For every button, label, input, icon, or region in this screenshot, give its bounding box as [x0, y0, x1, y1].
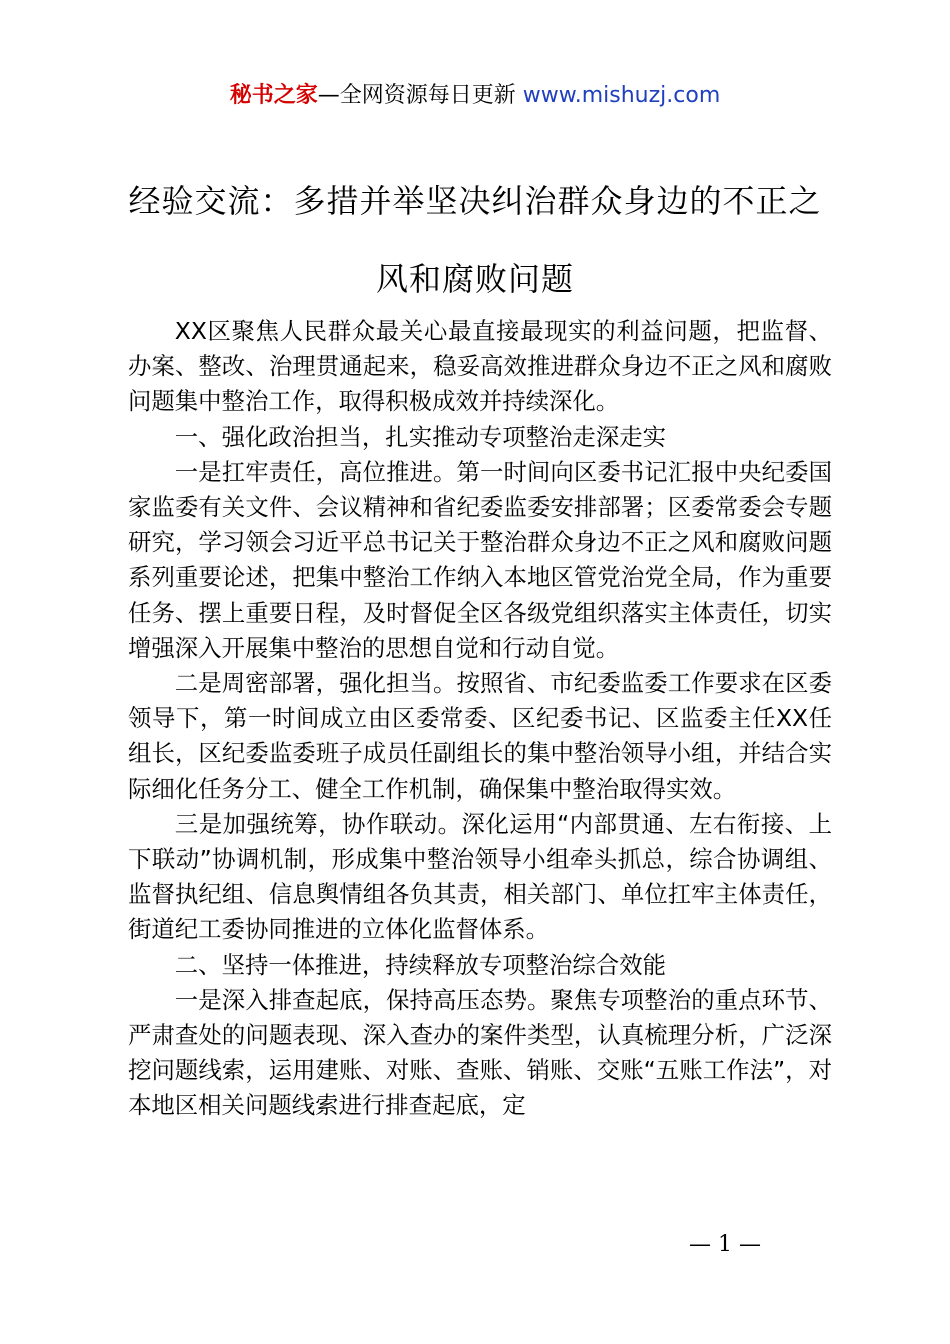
document-title: 经验交流：多措并举坚决纠治群众身边的不正之风和腐败问题 [128, 182, 822, 298]
paragraph-intro: XX区聚焦人民群众最关心最直接最现实的利益问题，把监督、办案、整改、治理贯通起来，稳妥高效推进群众身边不正之风和腐败问题集中整治工作，取得积极成效并持续深化。 [128, 317, 832, 416]
document-body [128, 314, 832, 1124]
section-heading-2: 二、坚持一体推进，持续释放专项整治综合效能 [174, 950, 666, 979]
paragraph: 一是深入排查起底，保持高压态势。聚焦专项整治的重点环节、严肃查处的问题表现、深入查办的案件类型，认真梳理分析，广泛深挖问题线索，运用建账、对账、查账、销账、交账“五账工作法”，对本地区相关问题线索进行排查起底，定 [128, 985, 832, 1120]
site-tagline: —全网资源每日更新 [317, 83, 516, 108]
site-brand: 秘书之家 [229, 83, 318, 108]
site-header [0, 80, 950, 112]
site-url[interactable]: www.mishuzj.com [522, 83, 721, 108]
page-number: — 1 — [689, 1232, 761, 1257]
paragraph: 二是周密部署，强化担当。按照省、市纪委监委工作要求在区委领导下，第一时间成立由区委常委、区纪委书记、区监委主任XX任组长，区纪委监委班子成员任副组长的集中整治领导小组，并结合实际细化任务分工、健全工作机制，确保集中整治取得实效。 [128, 669, 832, 803]
section-heading-1: 一、强化政治担当，扎实推动专项整治走深走实 [174, 422, 666, 451]
paragraph: 一是扛牢责任，高位推进。第一时间向区委书记汇报中央纪委国家监委有关文件、会议精神和省纪委监委安排部署；区委常委会专题研究，学习领会习近平总书记关于整治群众身边不正之风和腐败问题系列重要论述，把集中整治工作纳入本地区管党治党全局，作为重要任务、摆上重要日程，及时督促全区各级党组织落实主体责任，切实增强深入开展集中整治的思想自觉和行动自觉。 [128, 457, 832, 662]
paragraph: 三是加强统筹，协作联动。深化运用“内部贯通、左右衔接、上下联动”协调机制，形成集中整治领导小组牵头抓总，综合协调组、监督执纪组、信息舆情组各负其责，相关部门、单位扛牢主体责任，街道纪工委协同推进的立体化监督体系。 [128, 809, 832, 944]
